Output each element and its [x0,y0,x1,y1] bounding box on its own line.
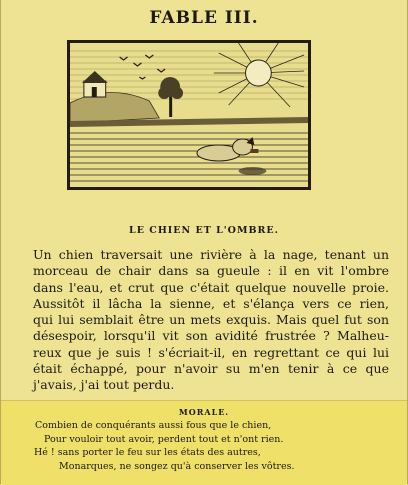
moral-verse: Pour vouloir tout avoir, perdent tout et n'ont rien. [44,433,284,445]
moral-verse: Hé ! sans porter le feu sur les états des autres, [34,447,261,458]
body-line: dans l'eau, et crut que c'était quelque nouvelle proie. [33,279,389,295]
body-line: reux que je suis ! s'écriait-il, en regrettant ce qui lui [33,344,389,360]
moral-section [1,400,407,485]
fable-number-title: FABLE III. [149,8,259,28]
fable-subtitle: LE CHIEN ET L'OMBRE. [129,225,279,236]
body-line: désespoir, lorsqu'il vit son avidité frustrée ? Malheu- [33,328,389,344]
body-line: qui lui semblait être un mets exquis. Mais quel fut son [33,312,389,328]
moral-verse: Combien de conquérants aussi fous que le chien, [35,420,272,431]
body-line: Un chien traversait une rivière à la nage, tenant un [33,247,389,262]
dog-river-engraving [70,43,308,187]
body-line: j'avais, j'ai tout perdu. [33,377,175,393]
moral-title: MORALE. [178,407,230,417]
fable-body-text [33,247,389,394]
body-line: morceau de chair dans sa gueule : il en vit l'ombre [33,263,389,279]
moral-verse: Monarques, ne songez qu'à conserver les vôtres. [59,460,295,472]
body-line: était échappé, pour n'avoir su m'en tenir à ce que [33,361,389,377]
woodcut-illustration [67,40,311,190]
body-line: Aussitôt il lâcha la sienne, et s'élança vers ce rien, [33,295,389,311]
